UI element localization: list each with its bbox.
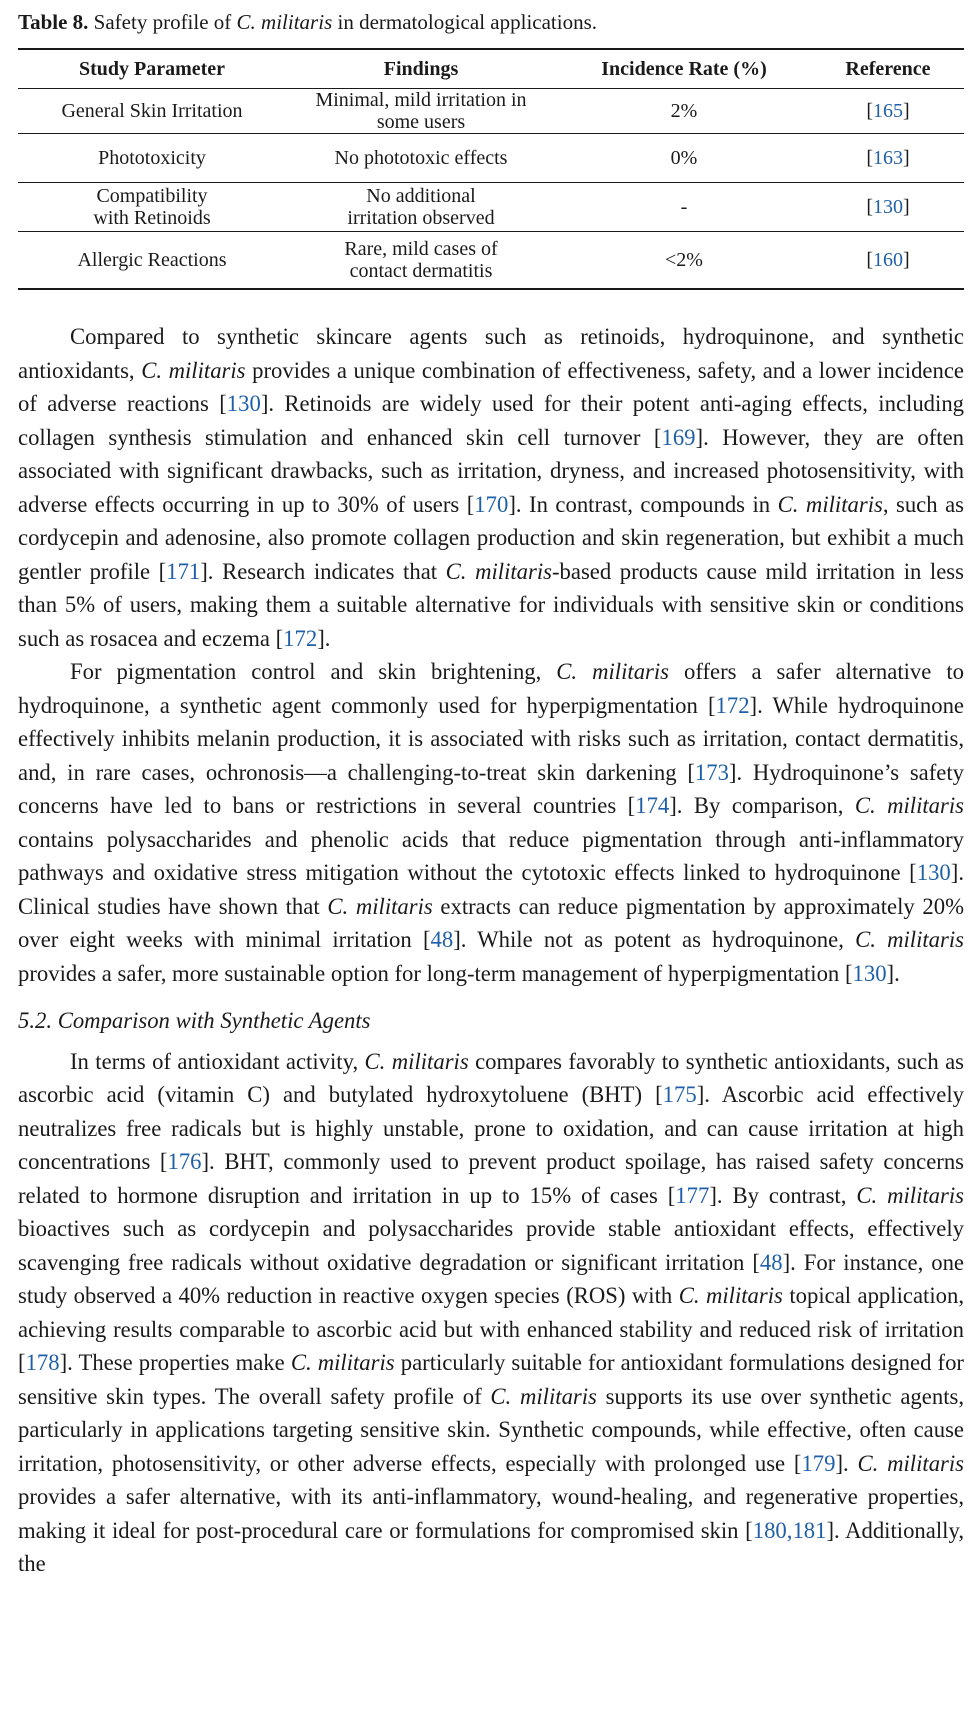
table-row: [18, 232, 964, 290]
citation-link[interactable]: 170: [474, 491, 509, 517]
species-name: C. militaris: [490, 1383, 597, 1409]
cell-reference: [130]: [812, 183, 964, 232]
species-name: C. militaris: [777, 491, 883, 517]
cell-incidence-rate-line: 2%: [670, 100, 698, 122]
cell-incidence-rate-line: 0%: [670, 147, 698, 169]
body-text: [18, 320, 964, 1581]
species-name: C. militaris: [141, 357, 246, 383]
paragraph-3: In terms of antioxidant activity, C. militaris compares favorably to synthetic antioxidants, such as ascorbic acid (vitamin C) and butylated hydroxytoluene (BHT) [175]. Ascorbic acid effectively neutralizes free radicals but is highly unstable, prone to oxidation, and can cause irritation at high concentrations [176]. BHT, commonly used to prevent product spoilage, has raised safety concerns related to hormone disruption and irritation in up to 15% of cases [177]. By contrast, C. militaris bioactives such as cordycepin and polysaccharides provide stable antioxidant effects, effectively scavenging free radicals without oxidative degradation or significant irritation [48]. For instance, one study observed a 40% reduction in reactive oxygen species (ROS) with C. militaris topical application, achieving results comparable to ascorbic acid but with enhanced stability and reduced risk of irritation [178]. These properties make C. militaris particularly suitable for antioxidant formulations designed for sensitive skin types. The overall safety profile of C. militaris supports its use over synthetic agents, particularly in applications targeting sensitive skin. Synthetic compounds, while effective, often cause irritation, photosensitivity, or other adverse effects, especially with prolonged use [179]. C. militaris provides a safer alternative, with its anti-inflammatory, wound-healing, and regenerative properties, making it ideal for post-procedural care or formulations for compromised skin [180,181]. Additionally, the: [18, 1048, 964, 1576]
cell-study-parameter-line: Allergic Reactions: [77, 249, 227, 271]
citation-link[interactable]: 180,181: [752, 1517, 827, 1543]
cell-findings-line: Minimal, mild irritation in: [315, 89, 527, 111]
cell-findings-line: Rare, mild cases of: [344, 238, 498, 260]
caption-text-pre: Safety profile of: [93, 10, 237, 34]
table-row: [18, 89, 964, 134]
header-incidence-rate: Incidence Rate (%): [556, 49, 812, 89]
cell-reference: [160]: [812, 232, 964, 290]
citation-link[interactable]: 48: [759, 1249, 783, 1275]
caption-species: C. militaris: [236, 10, 333, 34]
table-caption: [18, 8, 964, 36]
citation-link[interactable]: 178: [25, 1350, 60, 1375]
species-name: C. militaris: [327, 893, 433, 919]
cell-study-parameter-line: General Skin Irritation: [61, 100, 243, 122]
reference-link[interactable]: 130: [873, 196, 903, 218]
reference-link[interactable]: 165: [873, 100, 903, 122]
cell-study-parameter-line: with Retinoids: [93, 207, 211, 229]
paragraph-1: Compared to synthetic skincare agents such as retinoids, hydroquinone, and synthetic antioxidants, C. militaris provides a unique combination of effectiveness, safety, and a lower incidence of adverse reactions [130]. Retinoids are widely used for their potent anti-aging effects, including collagen synthesis stimulation and enhanced skin cell turnover [169]. However, they are often associated with significant drawbacks, such as irritation, dryness, and increased photosensitivity, with adverse effects occurring in up to 30% of users [170]. In contrast, compounds in C. militaris, such as cordycepin and adenosine, also promote collagen production and skin regeneration, but exhibit a much gentler profile [171]. Research indicates that C. militaris-based products cause mild irritation in less than 5% of users, making them a suitable alternative for individuals with sensitive skin or conditions such as rosacea and eczema [172].: [18, 324, 965, 651]
section-heading: 5.2. Comparison with Synthetic Agents: [18, 1008, 371, 1033]
citation-link[interactable]: 130: [226, 391, 261, 416]
header-reference: Reference: [812, 49, 964, 89]
reference-link[interactable]: 163: [873, 147, 903, 169]
cell-findings-line: irritation observed: [347, 207, 495, 229]
cell-findings-line: contact dermatitis: [349, 260, 493, 282]
cell-study-parameter: [18, 232, 286, 290]
species-name: C. militaris: [854, 793, 964, 818]
cell-incidence-rate: [556, 89, 812, 134]
citation-link[interactable]: 172: [283, 625, 318, 651]
cell-findings-line: some users: [376, 111, 466, 133]
table-header-row: [18, 49, 964, 89]
citation-link[interactable]: 172: [715, 692, 750, 718]
cell-findings: [286, 89, 556, 134]
cell-incidence-rate-line: <2%: [665, 249, 703, 271]
species-name: C. militaris: [857, 1450, 964, 1476]
table-label: Table 8.: [18, 10, 89, 34]
species-name: C. militaris: [290, 1350, 395, 1375]
citation-link[interactable]: 175: [662, 1082, 697, 1107]
citation-link[interactable]: 177: [675, 1182, 710, 1208]
cell-study-parameter-line: Compatibility: [96, 185, 208, 207]
safety-profile-table: [18, 48, 964, 290]
cell-findings-line: No additional: [366, 185, 476, 207]
species-name: C. militaris: [556, 659, 669, 684]
caption-text-post: in dermatological applications.: [332, 10, 598, 34]
table-row: [18, 183, 964, 232]
cell-findings: [286, 232, 556, 290]
cell-study-parameter: [18, 89, 286, 134]
cell-study-parameter-line: Phototoxicity: [98, 147, 206, 169]
table-row: [18, 134, 964, 183]
citation-link[interactable]: 130: [916, 860, 951, 885]
citation-link[interactable]: 48: [430, 927, 454, 952]
cell-incidence-rate: [556, 183, 812, 232]
citation-link[interactable]: 173: [694, 759, 729, 785]
cell-incidence-rate: [556, 232, 812, 290]
species-name: C. militaris: [855, 927, 964, 952]
cell-incidence-rate-line: -: [680, 196, 688, 218]
header-study-parameter: Study Parameter: [18, 49, 286, 89]
cell-findings: [286, 183, 556, 232]
citation-link[interactable]: 171: [166, 558, 201, 584]
cell-findings: [286, 134, 556, 183]
species-name: C. militaris: [678, 1283, 783, 1308]
table-body: [18, 89, 964, 290]
cell-study-parameter: [18, 183, 286, 232]
cell-findings-line: No phototoxic effects: [334, 147, 508, 169]
species-name: C. militaris: [856, 1182, 964, 1208]
species-name: C. militaris: [364, 1048, 469, 1074]
document-page: [18, 0, 964, 1581]
cell-reference: [165]: [812, 89, 964, 134]
citation-link[interactable]: 130: [852, 960, 887, 986]
cell-study-parameter: [18, 134, 286, 183]
citation-link[interactable]: 176: [167, 1149, 202, 1174]
citation-link[interactable]: 179: [801, 1450, 836, 1476]
reference-link[interactable]: 160: [873, 249, 903, 271]
citation-link[interactable]: 169: [661, 424, 696, 450]
cell-reference: [163]: [812, 134, 964, 183]
citation-link[interactable]: 174: [635, 793, 670, 818]
header-findings: Findings: [286, 49, 556, 89]
species-name: C. militaris: [445, 558, 552, 584]
paragraph-2: For pigmentation control and skin brightening, C. militaris offers a safer alternative to hydroquinone, a synthetic agent commonly used for hyperpigmentation [172]. While hydroquinone effectively inhibits melanin production, it is associated with risks such as irritation, contact dermatitis, and, in rare cases, ochronosis—a challenging-to-treat skin darkening [173]. Hydroquinone’s safety concerns have led to bans or restrictions in several countries [174]. By comparison, C. militaris contains polysaccharides and phenolic acids that reduce pigmentation through anti-inflammatory pathways and oxidative stress mitigation without the cytotoxic effects linked to hydroquinone [130]. Clinical studies have shown that C. militaris extracts can reduce pigmentation by approximately 20% over eight weeks with minimal irritation [48]. While not as potent as hydroquinone, C. militaris provides a safer, more sustainable option for long-term management of hyperpigmentation [130].: [18, 659, 965, 986]
cell-incidence-rate: [556, 134, 812, 183]
